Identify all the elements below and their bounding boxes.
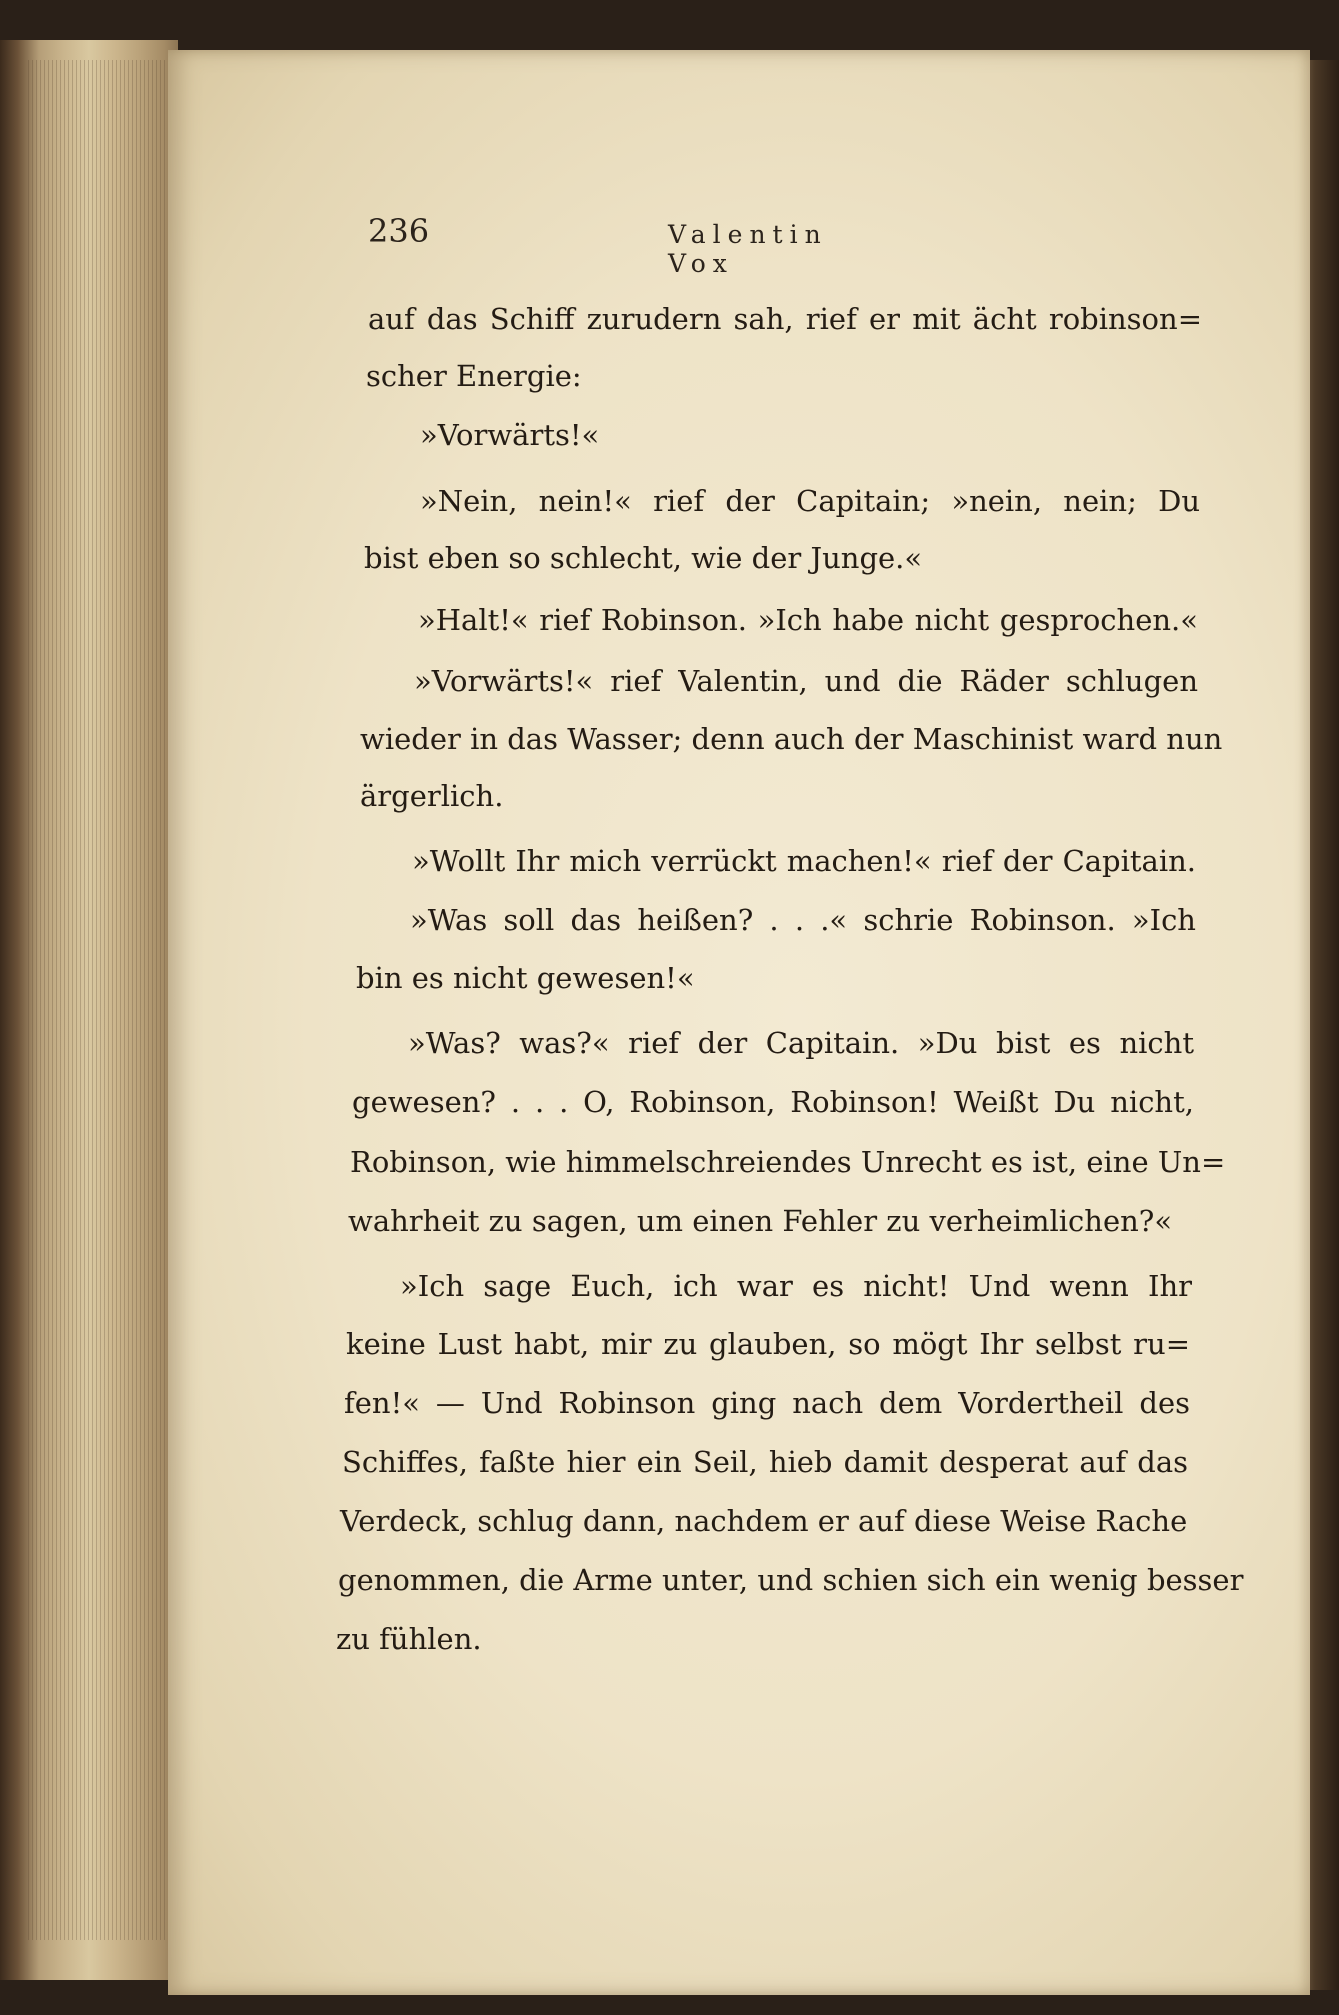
page-edge-lines — [28, 60, 168, 1940]
text-line: »Wollt Ihr mich verrückt machen!« rief der Capitain. — [412, 844, 1196, 878]
text-line: wahrheit zu sagen, um einen Fehler zu verheimlichen?« — [348, 1204, 1173, 1238]
text-line: »Vorwärts!« rief Valentin, und die Räder schlugen — [414, 664, 1198, 698]
text-line: scher Energie: — [366, 359, 582, 393]
text-line: gewesen? . . . O, Robinson, Robinson! Weißt Du nicht, — [352, 1085, 1194, 1119]
page-number: 236 — [368, 212, 430, 250]
text-line: bin es nicht gewesen!« — [356, 961, 695, 995]
text-line: »Halt!« rief Robinson. »Ich habe nicht gesprochen.« — [418, 603, 1198, 637]
page-header — [368, 212, 908, 278]
text-line: Verdeck, schlug dann, nachdem er auf diese Weise Rache — [340, 1504, 1188, 1538]
text-line: bist eben so schlecht, wie der Junge.« — [364, 541, 923, 575]
text-line: »Was soll das heißen? . . .« schrie Robinson. »Ich — [410, 903, 1196, 937]
text-line: Schiffes, faßte hier ein Seil, hieb damit desperat auf das — [342, 1445, 1188, 1479]
text-line: »Vorwärts!« — [420, 418, 600, 452]
running-head: Valentin Vox — [668, 220, 828, 278]
text-line: »Ich sage Euch, ich war es nicht! Und wenn Ihr — [400, 1269, 1192, 1303]
text-line: Robinson, wie himmelschreiendes Unrecht es ist, eine Un= — [350, 1145, 1226, 1179]
text-line: genommen, die Arme unter, und schien sich ein wenig besser — [338, 1563, 1244, 1597]
text-line: ärgerlich. — [360, 779, 504, 813]
text-line: wieder in das Wasser; denn auch der Maschinist ward nun — [360, 722, 1223, 756]
text-line: auf das Schiff zurudern sah, rief er mit ächt robinson= — [368, 302, 1202, 336]
book-page — [168, 50, 1310, 1995]
text-line: »Nein, nein!« rief der Capitain; »nein, nein; Du — [420, 484, 1200, 518]
text-line: keine Lust habt, mir zu glauben, so mögt Ihr selbst ru= — [346, 1327, 1190, 1361]
text-line: »Was? was?« rief der Capitain. »Du bist es nicht — [408, 1026, 1194, 1060]
text-line: fen!« — Und Robinson ging nach dem Vordertheil des — [344, 1386, 1190, 1420]
text-line: zu fühlen. — [336, 1622, 482, 1656]
